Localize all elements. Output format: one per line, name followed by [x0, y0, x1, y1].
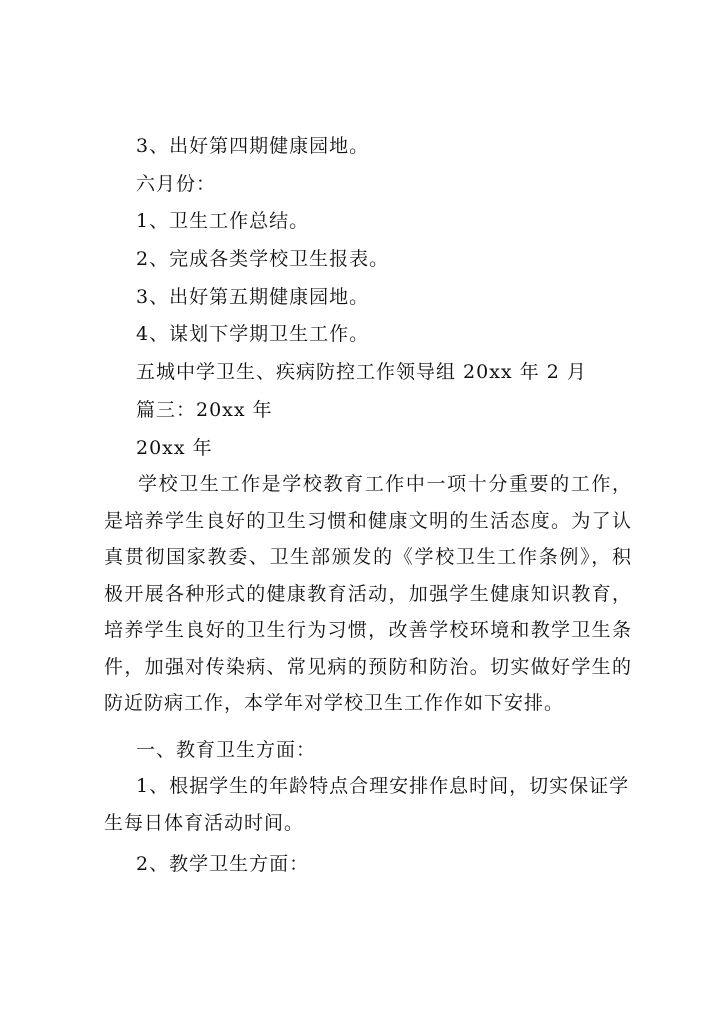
- section-title: 篇三：20xx 年: [136, 399, 273, 421]
- signature-line: 五城中学卫生、疾病防控工作领导组 20xx 年 2 月: [136, 361, 587, 383]
- list-item: 3、出好第五期健康园地。: [136, 286, 370, 308]
- year-line: 20xx 年: [136, 437, 213, 459]
- list-item: 2、完成各类学校卫生报表。: [136, 248, 390, 270]
- list-item: 4、谋划下学期卫生工作。: [136, 323, 370, 345]
- list-item: 2、教学卫生方面：: [136, 853, 310, 875]
- list-item: 1、卫生工作总结。: [136, 210, 310, 232]
- intro-paragraph: 学校卫生工作是学校教育工作中一项十分重要的工作，是培养学生良好的卫生习惯和健康文明的生活态度。为了认真贯彻国家教委、卫生部颁发的《学校卫生工作条例》，积极开展各种形式的健康教育活动，加强学生健康知识教育，培养学生良好的卫生行为习惯，改善学校环境和教学卫生条件，加强对传染病、常见病的预防和防治。切实做好学生的防近防病工作，本学年对学校卫生工作作如下安排。: [104, 473, 632, 714]
- month-heading: 六月份：: [136, 173, 217, 195]
- list-item: 1、根据学生的年龄特点合理安排作息时间，切实保证学生每日体育活动时间。: [104, 775, 630, 834]
- list-item: 3、出好第四期健康园地。: [136, 135, 370, 157]
- section-heading: 一、教育卫生方面：: [136, 739, 317, 761]
